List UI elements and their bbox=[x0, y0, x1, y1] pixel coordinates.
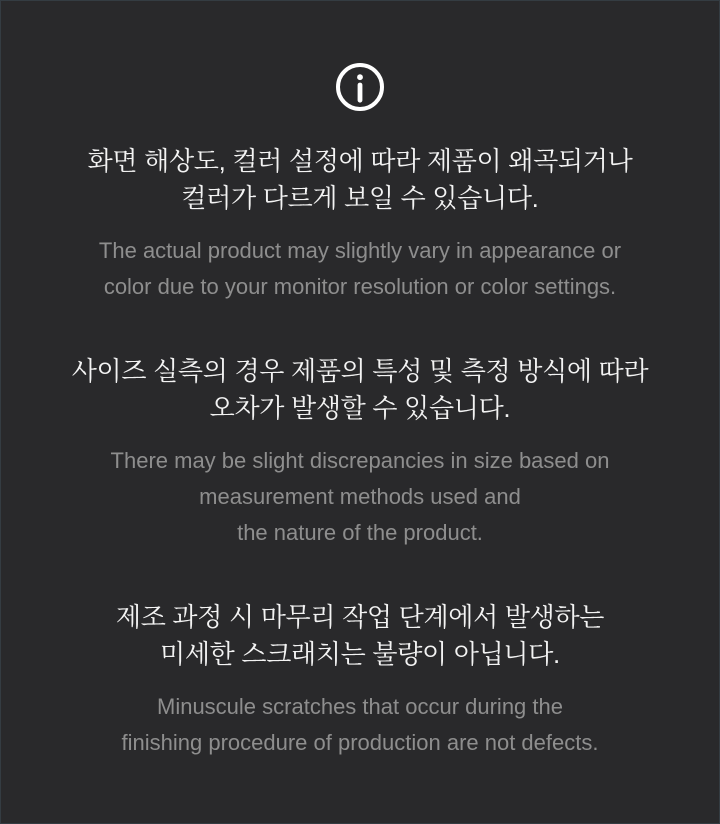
korean-notice-size bbox=[29, 353, 691, 427]
notice-section-size bbox=[29, 353, 691, 551]
notice-line: 오차가 발생할 수 있습니다. bbox=[209, 393, 511, 423]
notice-line: 미세한 스크래치는 불량이 아닙니다. bbox=[160, 639, 560, 669]
notice-line: The actual product may slightly vary in appearance or bbox=[98, 238, 622, 263]
notice-line: 제조 과정 시 마무리 작업 단계에서 발생하는 bbox=[115, 602, 605, 632]
english-notice-scratches bbox=[29, 689, 691, 761]
notice-line: finishing procedure of production are not defects. bbox=[121, 730, 599, 755]
notice-line: measurement methods used and bbox=[199, 484, 521, 509]
notice-line: color due to your monitor resolution or color settings. bbox=[103, 274, 617, 299]
english-notice-size bbox=[29, 443, 691, 551]
notice-line: There may be slight discrepancies in size based on bbox=[110, 448, 610, 473]
info-icon bbox=[336, 63, 384, 111]
english-notice-display bbox=[29, 233, 691, 305]
notice-line: 컬러가 다르게 보일 수 있습니다. bbox=[181, 183, 539, 213]
notice-section-display bbox=[29, 143, 691, 305]
notice-line: the nature of the product. bbox=[237, 520, 483, 545]
notice-section-scratches bbox=[29, 599, 691, 761]
notice-line: Minuscule scratches that occur during the bbox=[157, 694, 563, 719]
korean-notice-display bbox=[29, 143, 691, 217]
icon-row bbox=[29, 63, 691, 111]
notice-line: 화면 해상도, 컬러 설정에 따라 제품이 왜곡되거나 bbox=[87, 146, 633, 176]
notice-line: 사이즈 실측의 경우 제품의 특성 및 측정 방식에 따라 bbox=[71, 356, 649, 386]
korean-notice-scratches bbox=[29, 599, 691, 673]
